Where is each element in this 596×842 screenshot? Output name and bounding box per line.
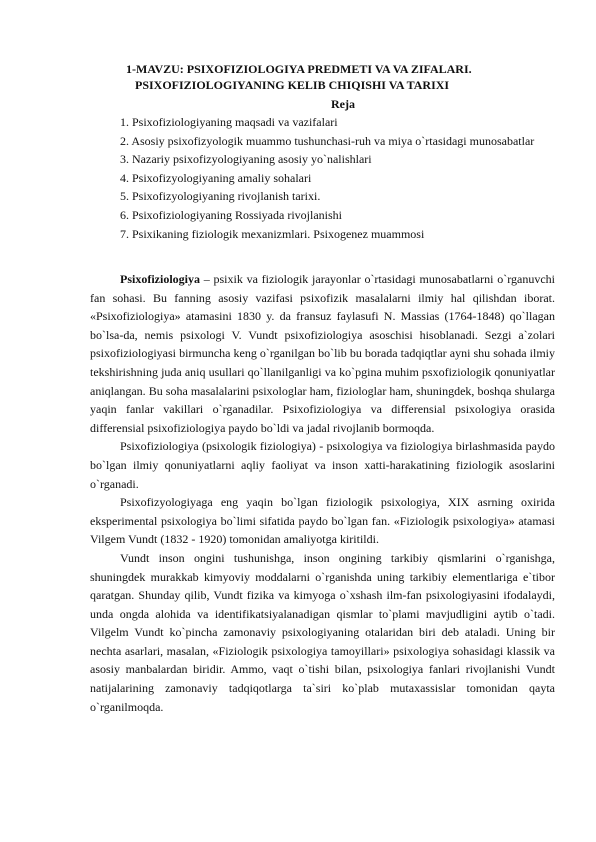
plan-item-6: 6. Psixofiziologiyaning Rossiyada rivojlanishi: [120, 207, 342, 222]
plan-item-7: 7. Psixikaning fiziologik mexanizmlari. Psixogenez muammosi: [120, 226, 425, 241]
plan-item-3: 3. Nazariy psixofizyologiyaning asosiy yo`nalishlari: [120, 152, 372, 167]
term-psixofiziologiya: Psixofiziologiya: [120, 272, 200, 286]
plan-item-2: 2. Asosiy psixofizyologik muammo tushunchasi-ruh va miya o`rtasidagi munosabatlar: [120, 133, 535, 148]
paragraph-physiological-psychology: Psixofizyologiyaga eng yaqin bo`lgan fiziologik psixologiya, XIX asrning oxirida eksperimental psixologiya bo`limi sifatida paydo bo`lgan fan. «Fiziologik psixologiya» atamasi Vilgem Vundt (1832 - 1920) tomonidan amaliyotga kiritildi.: [90, 495, 555, 547]
plan-item-4: 4. Psixofizyologiyaning amaliy sohalari: [120, 170, 312, 185]
plan-heading: Reja: [331, 97, 355, 111]
body-text: [90, 270, 555, 716]
plan-list: [90, 113, 555, 243]
plan-item-5: 5. Psixofizyologiyaning rivojlanish tarixi.: [120, 189, 321, 204]
paragraph-definition: [90, 270, 555, 437]
plan-item-1: 1. Psixofiziologiyaning maqsadi va vazifalari: [120, 115, 338, 129]
paragraph-psychological-physiology: Psixofiziologiya (psixologik fiziologiya) - psixologiya va fiziologiya birlashmasida paydo bo`lgan ilmiy qonuniyatlarni aqliy faoliyat va inson xatti-harakatining fiziologik asoslarini o`rganadi.: [90, 439, 555, 491]
paragraph-vundt: Vundt inson ongini tushunishga, inson ongining tarkibiy qismlarini o`rganishga, shuningdek murakkab kimyoviy moddalarni o`rganishda uning tarkibiy elementlariga e`tibor qaratgan. Shunday qilib, Vundt fizika va kimyoga o`xshash ilm-fan psixologiyasini ifodalaydi, unda ongda alohida va identifikatsiyalanadigan qismlar to`plami mavjudligini aytib o`tadi. Vilgelm Vundt ko`pincha zamonaviy psixologiyaning otalaridan biri deb ataladi. Uning bir nechta asarlari, masalan, «Fiziologik psixologiya tamoyillari» psixologiya sohasidagi klassik va asosiy manbalardan biridir. Ammo, vaqt o`tishi bilan, psixologiya fanlari rivojlanishi Vundt natijalarining zamonaviy tadqiqotlarga ta`siri ko`plab mutaxassislar tomonidan qayta o`rganilmoqda.: [90, 550, 555, 714]
paragraph-definition-text: – psixik va fiziologik jarayonlar o`rtasidagi munosabatlarni o`rganuvchi fan sohasi. Bu fanning asosiy vazifasi psixofizik masalalarni ilmiy hal qilishdan iborat. «Psixofiziologiya» atamasini 1830 y. da fransuz faylasufi N. Massias (1764-1848) qo`llagan bo`lsa-da, nemis psixologi V. Vundt psixofiziologiya asoschisi hisoblanadi. Sezgi a`zolari psixofiziologiyasi birmuncha keng o`rganilgan bo`lib bu borada tadqiqtlar ayni shu sohada ilmiy tekshirishning juda aniq usullari qo`llanilganligi va ko`pgina muhim psxofiziologik qonuniyatlar aniqlangan. Bu soha masalalarini psixologlar ham, fiziologlar ham, shuningdek, boshqa shularga yaqin fanlar vakillari o`rganadilar. Psixofiziologiya va differensial psixologiya orasida differensial psixofiziologiya paydo bo`ldi va jadal rivojlanib bormoqda.: [90, 272, 555, 435]
document-title-line-2: PSIXOFIZIOLOGIYANING KELIB CHIQISHI VA TARIXI: [135, 78, 450, 92]
document-title-line-1: 1-MAVZU: PSIXOFIZIOLOGIYA PREDMETI VA VA ZIFALARI.: [126, 62, 472, 76]
